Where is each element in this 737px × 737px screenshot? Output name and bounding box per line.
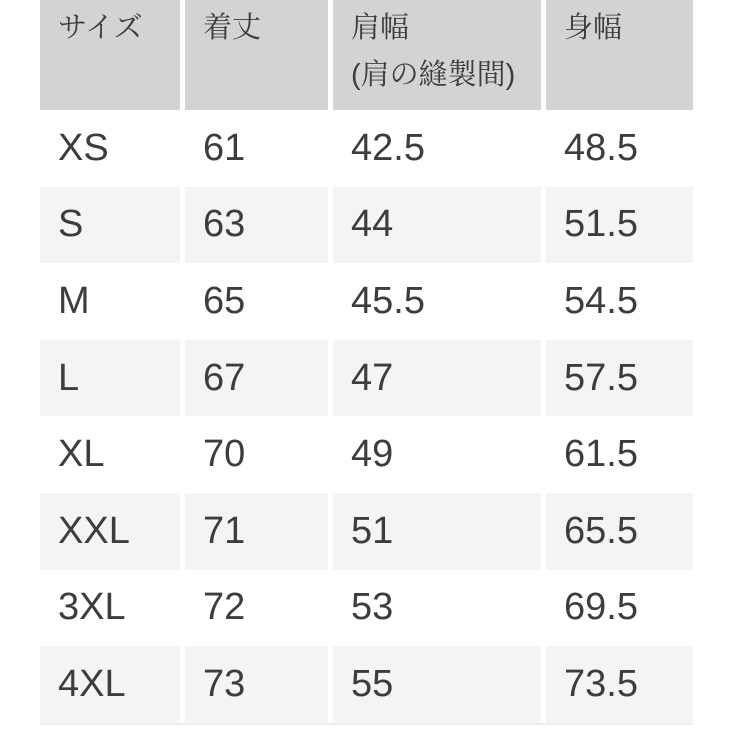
cell-length: 67 xyxy=(185,340,328,417)
cell-size: XL xyxy=(40,416,180,493)
cell-shoulder: 42.5 xyxy=(333,110,541,187)
cell-body-width: 73.5 xyxy=(546,646,693,723)
size-chart-table xyxy=(40,0,693,723)
cell-body-width: 57.5 xyxy=(546,340,693,417)
cell-size: 3XL xyxy=(40,570,180,647)
cell-size: 4XL xyxy=(40,646,180,723)
column-header-size xyxy=(40,0,180,110)
cell-shoulder: 45.5 xyxy=(333,263,541,340)
column-header-length xyxy=(185,0,328,110)
cell-size: L xyxy=(40,340,180,417)
cell-body-width: 61.5 xyxy=(546,416,693,493)
column-header-size-label: サイズ xyxy=(58,12,143,44)
cell-shoulder: 55 xyxy=(333,646,541,723)
cell-length: 61 xyxy=(185,110,328,187)
cell-size: S xyxy=(40,187,180,264)
cell-length: 72 xyxy=(185,570,328,647)
cell-body-width: 51.5 xyxy=(546,187,693,264)
cell-shoulder: 49 xyxy=(333,416,541,493)
cell-length: 73 xyxy=(185,646,328,723)
column-header-body-width xyxy=(546,0,693,110)
column-header-length-label: 着丈 xyxy=(203,12,262,44)
cell-length: 63 xyxy=(185,187,328,264)
cell-size: XS xyxy=(40,110,180,187)
column-header-shoulder xyxy=(333,0,541,110)
cell-size: XXL xyxy=(40,493,180,570)
column-header-shoulder-sublabel: (肩の縫製間) xyxy=(351,59,516,91)
cell-length: 71 xyxy=(185,493,328,570)
cell-body-width: 48.5 xyxy=(546,110,693,187)
cell-body-width: 69.5 xyxy=(546,570,693,647)
cell-shoulder: 47 xyxy=(333,340,541,417)
cell-length: 70 xyxy=(185,416,328,493)
cell-length: 65 xyxy=(185,263,328,340)
column-header-body-width-label: 身幅 xyxy=(564,12,623,44)
cell-body-width: 54.5 xyxy=(546,263,693,340)
cell-body-width: 65.5 xyxy=(546,493,693,570)
cell-shoulder: 44 xyxy=(333,187,541,264)
cell-shoulder: 53 xyxy=(333,570,541,647)
cell-shoulder: 51 xyxy=(333,493,541,570)
column-header-shoulder-label: 肩幅 xyxy=(351,12,410,44)
cell-size: M xyxy=(40,263,180,340)
